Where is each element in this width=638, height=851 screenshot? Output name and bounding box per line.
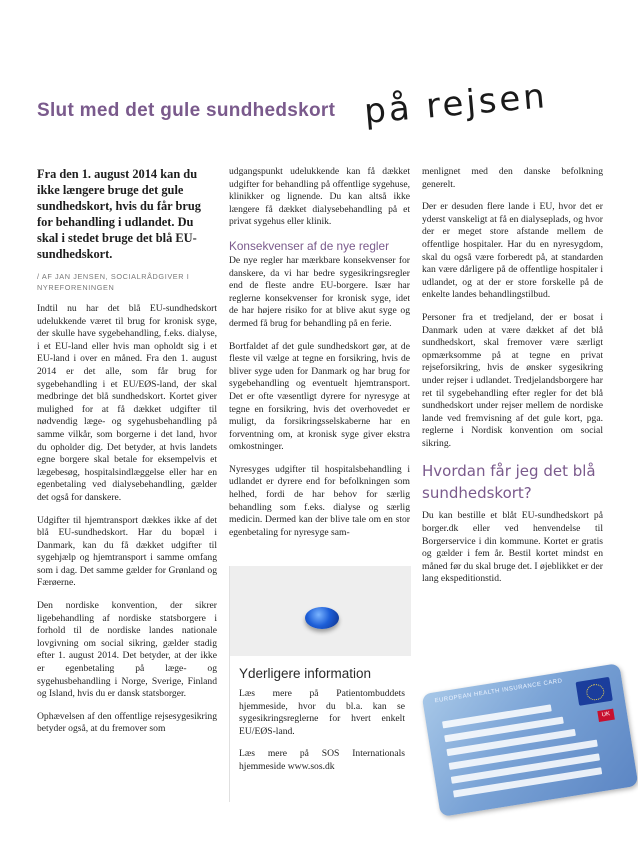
body-paragraph: Indtil nu har det blå EU-sundhedskort udelukkende været til brug for kronisk syge, der skulle have sygebehandling, f.eks. dialyse, i et EU-land eller hvis man opholdt sig i et EU-land i over en måned. Fra den 1. august 2014 er det alle, som får brug for sygebehandling i et EU/EØS-land, der skal medbringe det blå sundhedskort. Kortet giver mulighed for at få dækket udgifter til nødvendig læge- og sygehusbehandling på samme vilkår, som borgerne i det land, hvor du opholder dig. Det betyder, at hvis landets egne borgere skal betale for eksempelvis et lægebesøg, hospitalsindlæggelse eller har en egenbetaling ved dialysebehandling, gælder det også for danskere. <box>37 303 217 503</box>
body-paragraph: Der er desuden flere lande i EU, hvor det er yderst vanskeligt at få en dialyseplads, og hvor der er meget store afstande mellem de offentlige hospitaler. Har du en nyresygdom, skal du også være forberedt på, at standarden kan være dårligere på de offentlige hospitaler i udlandet, og at der er store forskelle på de enkelte landes behandlingstilbud. <box>422 201 603 301</box>
column-2 <box>229 166 410 549</box>
info-box-title: Yderligere information <box>239 666 372 681</box>
column-3 <box>422 166 603 596</box>
body-paragraph: udgangspunkt udelukkende kan få dækket udgifter for behandling på offentlige sygehuse, klinikker og lignende. Du kan altså ikke længere få dækket dialysebehandling på et privat sygehus eller klinik. <box>229 166 410 228</box>
card-header-text: EUROPEAN HEALTH INSURANCE CARD <box>434 678 563 705</box>
body-paragraph: Ophævelsen af den offentlige rejsesygesikring betyder også, at du fremover som <box>37 710 217 735</box>
body-paragraph: Den nordiske konvention, der sikrer ligebehandling af nordiske statsborgere i forhold til de nordiske landes nationale lovgivning om social sikring, gælder stadig efter 1. august 2014. Det betyder, at der ikke er egenbetaling på læge- og sygehusbehandling i Norge, Sverige, Finland og Island, hvis du er dansk statsborger. <box>37 600 217 700</box>
body-paragraph: Nyresyges udgifter til hospitalsbehandling i udlandet er dyrere end for befolkningen som helhed, fordi de har behov for særlig behandling som f.eks. dialyse og særlig medicin. Dermed kan der blive tale om en stor egenbetaling for nyresyge sam- <box>229 463 410 538</box>
article-title-script: på rejsen <box>362 76 550 132</box>
eu-flag-icon <box>576 677 613 706</box>
pushpin-icon <box>305 607 339 629</box>
info-box-paragraph: Læs mere på SOS Internationals hjemmeside www.sos.dk <box>239 748 405 772</box>
body-paragraph: Personer fra et tredjeland, der er bosat i Danmark uden at være dækket af det blå sundhedskort, skal fremover være særligt opmærksomme på at tegne en privat rejseforsikring, hvis de ønsker sygesikring under rejser i udlandet. Tredjelandsborgere har ret til sygebehandling efter regler for det blå sundhedskort under rejser mellem de nordiske lande ved fremvisning af det gule kort, pga. reglerne i Nordisk konvention om social sikring. <box>422 311 603 449</box>
body-paragraph: menlignet med den danske befolkning generelt. <box>422 166 603 190</box>
body-paragraph: Udgifter til hjemtransport dækkes ikke af det blå EU-sundhedskort. Har du bopæl i Danmark, kan du få dækket udgifter til sygehjælp og hjemtransport i samme omfang som i dag. Det samme gælder for Grønland og Færøerne. <box>37 514 217 589</box>
byline: / AF JAN JENSEN, SOCIALRÅDGIVER I NYREFORENINGEN <box>37 272 190 292</box>
column-1 <box>37 166 217 746</box>
subheading-consequences: Konsekvenser af de nye regler <box>229 238 390 253</box>
country-code-icon: UK <box>597 709 615 722</box>
subheading-how-to-get-card: Hvordan får jeg det blå sundhedskort? <box>422 462 596 503</box>
info-box-header-bar <box>230 566 411 656</box>
article-title: Slut med det gule sundhedskort <box>37 100 336 121</box>
body-paragraph: Du kan bestille et blåt EU-sundhedskort på borger.dk eller ved henvendelse til Borgerservice i din kommune. Kortet er gratis og gælder i fem år. Bestil kortet mindst en måned før du skal bruge det. I øjeblikket er der lang ekspeditionstid. <box>422 510 603 585</box>
info-box-text <box>239 688 405 784</box>
info-box-paragraph: Læs mere på Patientombuddets hjemmeside, hvor du bl.a. kan se sygesikringsreglerne for hvert enkelt EU/EØS-land. <box>239 688 405 737</box>
lead-paragraph: Fra den 1. august 2014 kan du ikke længere bruge det gule sundhedskort, hvis du får brug for behandling i udlandet. Du skal i stedet bruge det blå EU-sundhedskort. <box>37 167 202 261</box>
eu-health-card-image <box>422 663 638 817</box>
body-paragraph: Bortfaldet af det gule sundhedskort gør, at de fleste vil vælge at tegne en forsikring, hvis de bliver syge uden for Danmark og har brug for sygebehandling og eventuelt hjemtransport. Det er ofte væsentligt dyrere for nyresyge at tegne en forsikring, hvis det overhovedet er muligt, da forsikringsselskaberne har en forventning om, at kronisk syge giver ekstra omkostninger. <box>229 340 410 453</box>
info-box <box>229 566 411 802</box>
body-paragraph: De nye regler har mærkbare konsekvenser for danskere, da vi har bedre sygesikringsregler end de fleste andre EU-borgere. Især har reglerne konsekvenser for kronisk syge, idet de har højere risiko for at blive akut syge og dermed få brug for behandling på en ferie. <box>229 254 410 329</box>
